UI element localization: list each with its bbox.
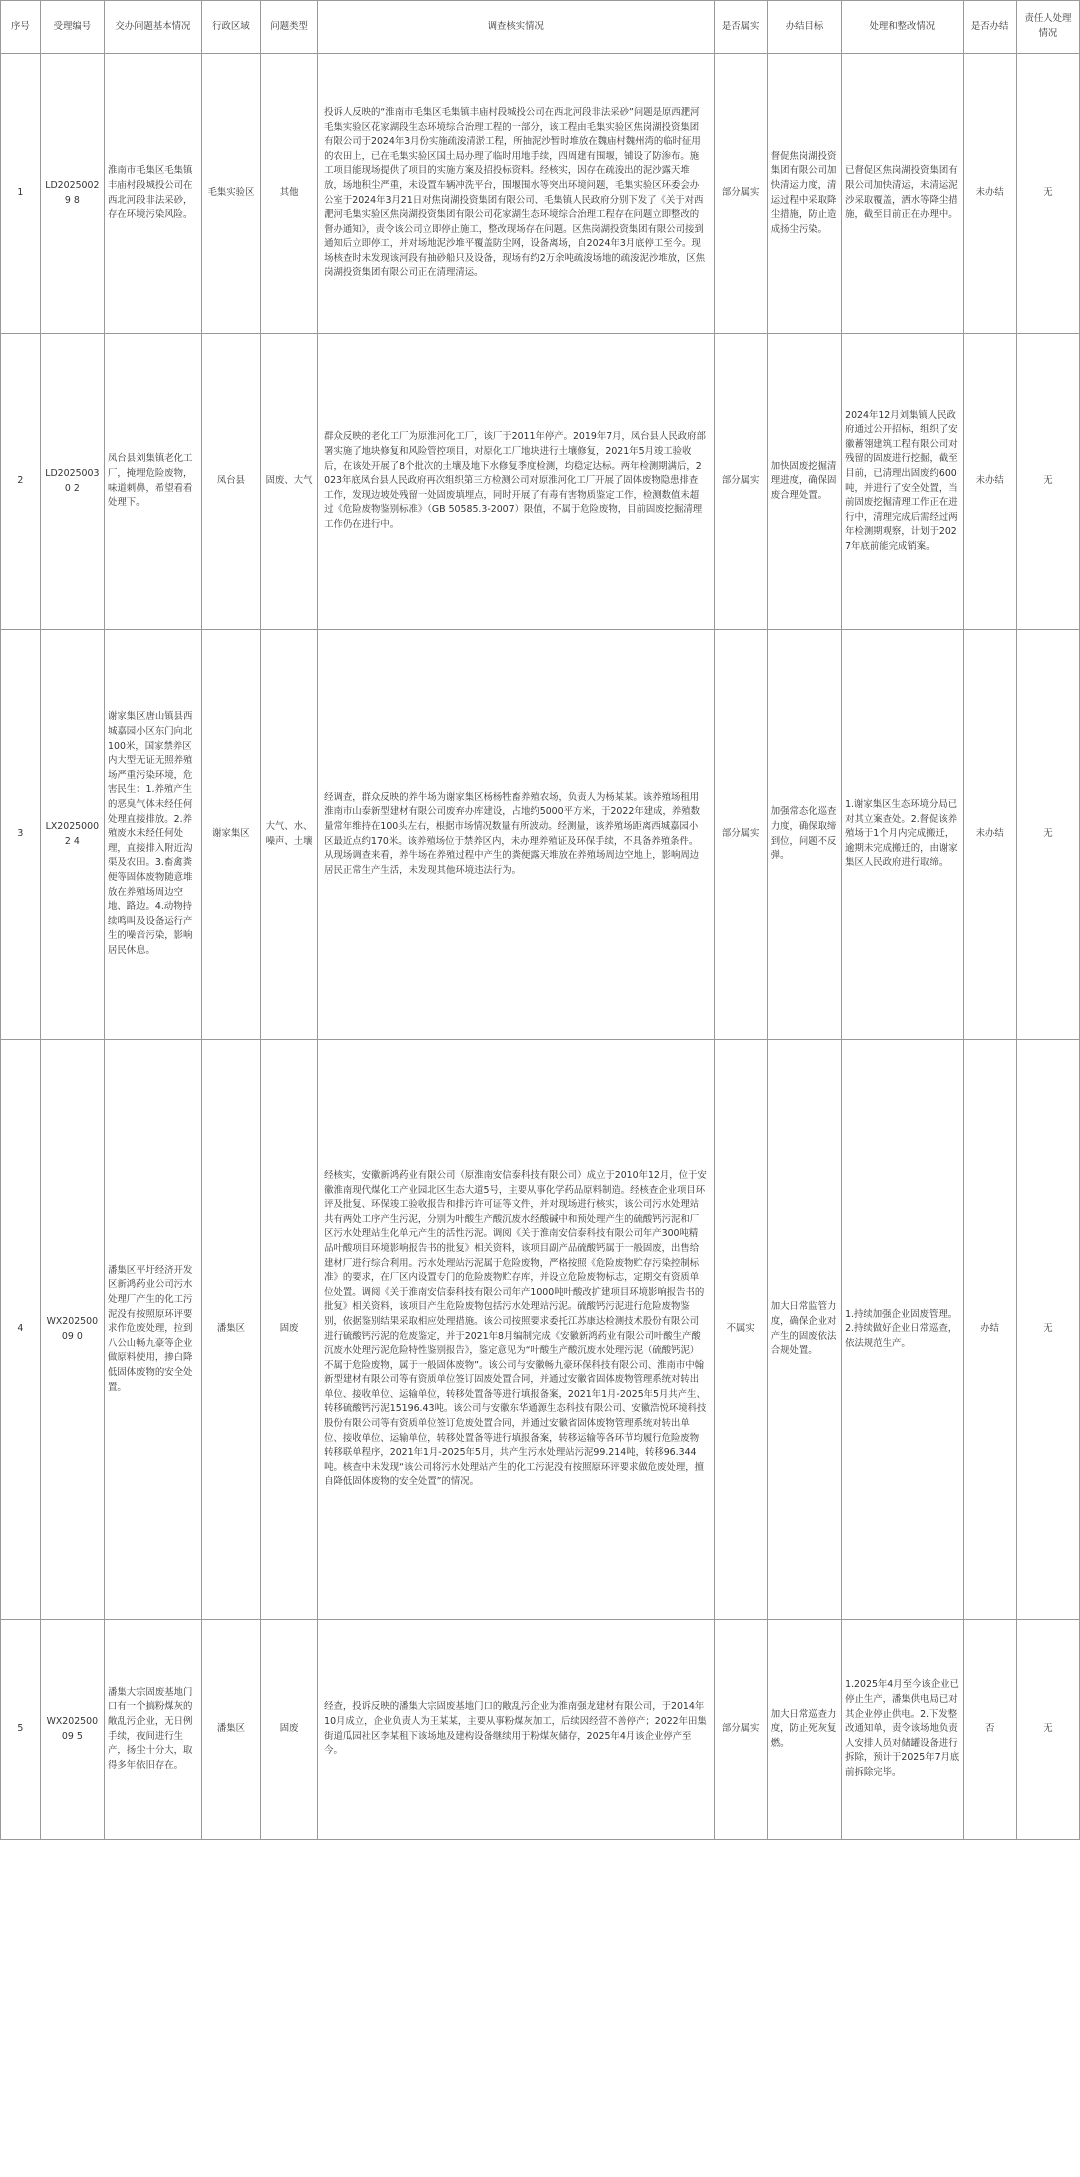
header-type: 问题类型 xyxy=(261,1,318,54)
cell-type: 固废、大气 xyxy=(261,334,318,630)
header-no: 受理编号 xyxy=(40,1,104,54)
cell-goal: 加大日常监管力度，确保企业对产生的固废依法合规处置。 xyxy=(767,1040,841,1620)
cell-district: 毛集实验区 xyxy=(201,54,260,334)
cell-type: 固废 xyxy=(261,1620,318,1840)
cell-seq: 1 xyxy=(1,54,41,334)
cell-handle: 已督促区焦岗湖投资集团有限公司加快清运，未清运泥沙采取覆盖，洒水等降尘措施，截至目前正在办理中。 xyxy=(842,54,963,334)
cell-seq: 2 xyxy=(1,334,41,630)
table-header-row xyxy=(1,1,1080,54)
cell-verify: 经调查，群众反映的养牛场为谢家集区杨杨牲畜养殖农场，负责人为杨某某。该养殖场租用淮南市山泰新型建材有限公司废弃办库建设，占地约5000平方米，于2022年建成，养殖数量常年维持在100头左右，根据市场情况数量有所波动。经测量，该养殖场距离西城嘉园小区最近点约170米。该养殖场位于禁养区内，未办理养殖证及环保手续，不具备养殖条件。从现场调查来看，养牛场在养殖过程中产生的粪便露天堆放在养殖场周边空地上，影响周边居民正常生产生活，未发现其他环境违法行为。 xyxy=(318,630,714,1040)
cell-goal: 加快固废挖掘清理进度，确保固废合理处置。 xyxy=(767,334,841,630)
cell-district: 潘集区 xyxy=(201,1620,260,1840)
table-row xyxy=(1,1040,1080,1620)
cell-basic: 淮南市毛集区毛集镇丰庙村段城投公司在西北河段非法采砂，存在环境污染风险。 xyxy=(105,54,202,334)
cell-closed: 否 xyxy=(963,1620,1016,1840)
cell-true: 部分属实 xyxy=(714,54,767,334)
cell-resp: 无 xyxy=(1016,1620,1079,1840)
header-resp: 责任人处理情况 xyxy=(1016,1,1079,54)
cell-type: 固废 xyxy=(261,1040,318,1620)
header-district: 行政区域 xyxy=(201,1,260,54)
table-row xyxy=(1,630,1080,1040)
cell-no: LX20250002 4 xyxy=(40,630,104,1040)
header-handle: 处理和整改情况 xyxy=(842,1,963,54)
cell-verify: 投诉人反映的“淮南市毛集区毛集镇丰庙村段城投公司在西北河段非法采砂”问题是原西淝河毛集实验区花家湖段生态环境综合治理工程的一部分，该工程由毛集实验区焦岗湖投资集团有限公司于2024年3月份实施疏浚清淤工程，所抽泥沙暂时堆放在魏庙村魏州湾的临时征用的农田上，已在毛集实验区国土局办理了临时用地手续，四周建有围堰，铺设了防渗布。施工项目能现场提供了项目的实施方案及招投标资料。经核实，因存在疏浚出的泥沙露天堆放，场地积尘严重，未设置车辆冲洗平台，围堰围水等突出环境问题，毛集实验区环委会办公室于2024年3月21日对焦岗湖投资集团有限公司、毛集镇人民政府分别下发了《关于对西淝河毛集实验区焦岗湖投资集团有限公司花家湖生态环境综合治理工程存在问题立即整改的督办通知》，责令该公司立即停止施工，整改现场存在问题。区焦岗湖投资集团有限公司接到通知后立即停工，并对场地泥沙堆平覆盖防尘网，设备离场，自2024年3月底停工至今。现场核查时未发现该河段有抽砂船只及设备，现场有约2万余吨疏浚场地的疏浚泥沙堆放，区焦岗湖投资集团有限公司正在清理清运。 xyxy=(318,54,714,334)
cell-handle: 2024年12月刘集镇人民政府通过公开招标，组织了安徽蓄翎建筑工程有限公司对残留的固废进行挖掘，截至目前，已清理出固废约600吨，并进行了安全处置，当前固废挖掘清理工作正在进行中，清理完成后需经过两年检测期观察，计划于2027年底前能完成销案。 xyxy=(842,334,963,630)
cell-resp: 无 xyxy=(1016,630,1079,1040)
cell-resp: 无 xyxy=(1016,54,1079,334)
header-seq: 序号 xyxy=(1,1,41,54)
header-basic: 交办问题基本情况 xyxy=(105,1,202,54)
cell-goal: 加大日常巡查力度，防止死灰复燃。 xyxy=(767,1620,841,1840)
cell-closed: 未办结 xyxy=(963,630,1016,1040)
cell-no: LD20250030 2 xyxy=(40,334,104,630)
cell-district: 谢家集区 xyxy=(201,630,260,1040)
cell-verify: 群众反映的老化工厂为原淮河化工厂，该厂于2011年停产。2019年7月，凤台县人民政府部署实施了地块修复和风险管控项目，对原化工厂地块进行土壤修复，2021年5月竣工验收后，在该处开展了8个批次的土壤及地下水修复季度检测，均稳定达标。两年检测期满后，2023年底凤台县人民政府再次组织第三方检测公司对原淮河化工厂开展了固体废物隐患排查工作，发现边坡处残留一处固废填埋点，同时开展了有毒有害物质鉴定工作，检测数值未超过《危险废物鉴别标准》（GB 50585.3-2007）限值，不属于危险废物，目前固废挖掘清理工作仍在进行中。 xyxy=(318,334,714,630)
header-closed: 是否办结 xyxy=(963,1,1016,54)
cell-handle: 1.谢家集区生态环境分局已对其立案查处。2.督促该养殖场于1个月内完成搬迁，逾期未完成搬迁的，由谢家集区人民政府进行取缔。 xyxy=(842,630,963,1040)
cell-district: 潘集区 xyxy=(201,1040,260,1620)
cell-true: 不属实 xyxy=(714,1040,767,1620)
cell-basic: 凤台县刘集镇老化工厂，掩埋危险废物，味道刺鼻，希望看看处理下。 xyxy=(105,334,202,630)
header-verify: 调查核实情况 xyxy=(318,1,714,54)
cell-no: WX20250009 5 xyxy=(40,1620,104,1840)
cell-goal: 加强常态化巡查力度，确保取缔到位，问题不反弹。 xyxy=(767,630,841,1040)
cell-type: 大气、水、噪声、土壤 xyxy=(261,630,318,1040)
cell-basic: 潘集大宗固废基地门口有一个搞粉煤灰的敞乱污企业，无日例手续，夜间进行生产，扬尘十分大，取得多年依旧存在。 xyxy=(105,1620,202,1840)
cell-basic: 谢家集区唐山镇县西城嘉园小区东门向北100米，国家禁养区内大型无证无照养殖场严重污染环境，危害民生：1.养殖产生的恶臭气体未经任何处理直接排放。2.养殖废水未经任何处理，直接排入附近沟渠及农田。3.畜禽粪便等固体废物随意堆放在养殖场周边空地、路边。4.动物持续鸣叫及设备运行产生的噪音污染，影响居民休息。 xyxy=(105,630,202,1040)
cell-goal: 督促焦岗湖投资集团有限公司加快清运力度，清运过程中采取降尘措施，防止造成扬尘污染。 xyxy=(767,54,841,334)
cell-seq: 5 xyxy=(1,1620,41,1840)
cell-type: 其他 xyxy=(261,54,318,334)
cell-seq: 4 xyxy=(1,1040,41,1620)
cell-no: WX20250009 0 xyxy=(40,1040,104,1620)
cell-closed: 办结 xyxy=(963,1040,1016,1620)
cell-verify: 经查，投诉反映的潘集大宗固废基地门口的敞乱污企业为淮南强龙建材有限公司，于2014年10月成立，企业负责人为王某某，主要从事粉煤灰加工，后续因经营不善停产；2022年田集街道瓜园社区李某租下该场地及建构设备继续用于粉煤灰储存，2025年4月该企业停产至今。 xyxy=(318,1620,714,1840)
cell-basic: 潘集区平圩经济开发区新鸿药业公司污水处理厂产生的化工污泥没有按照原环评要求作危废处理，拉到八公山畅九豪等企业做原料使用，掺白降低固体废物的安全处置。 xyxy=(105,1040,202,1620)
cell-verify: 经核实，安徽新鸿药业有限公司（原淮南安信泰科技有限公司）成立于2010年12月，位于安徽淮南现代煤化工产业园北区生态大道5号，主要从事化学药品原料制造。经核查企业项目环评及批复、环保竣工验收报告和排污许可证等文件，并对现场进行核实，该公司污水处理站共有两处工序产生污泥，分别为叶酸生产酸沉废水经酸碱中和预处理产生的硫酸钙污泥和厂区污水处理站生化单元产生的活性污泥。调阅《关于淮南安信泰科技有限公司年产300吨精品叶酸项目环境影响报告书的批复》相关资料，该项目副产品硫酸钙属于一般固废，出售给建材厂进行综合利用。污水处理站污泥属于危险废物，严格按照《危险废物贮存污染控制标准》的要求，在厂区内设置专门的危险废物贮存库，并设立危险废物标志，定期交有资质单位处置。调阅《关于淮南安信泰科技有限公司年产1000吨叶酸改扩建项目环境影响报告书的批复》相关资料，该项目产生危险废物包括污水处理站污泥。硫酸钙污泥进行危险废物鉴别，依据鉴别结果采取相应处理措施。该公司按照要求委托江苏康达检测技术股份有限公司进行硫酸钙污泥的危废鉴定，并于2021年8月编制完成《安徽新鸿药业有限公司叶酸生产酸沉废水处理污泥危险特性鉴别报告》，鉴定意见为“叶酸生产酸沉废水处理污泥（硫酸钙泥）不属于危险废物，属于一般固体废物”。该公司与安徽畅九豪环保科技有限公司、淮南市中翰新型建材有限公司等有资质单位签订固废处置合同，并通过安徽省固体废物管理系统对转出单位、接收单位、运输单位，转移处置备等进行填报备案，2021年1月-2025年5月共产生、转移硫酸钙污泥15196.43吨。该公司与安徽东华通源生态科技有限公司、安徽浩悦环境科技股份有限公司等有资质单位签订危废处置合同，并通过安徽省固体废物管理系统对转出单位、接收单位、运输单位，转移处置备等进行填报备案，转移运输等各环节均履行危险废物转移联单程序，2021年1月-2025年5月，共产生污水处理站污泥99.214吨，转移96.344吨。核查中未发现“该公司将污水处理站产生的化工污泥没有按照原环评要求做危废处理，擅自降低固体废物的安全处置”的情况。 xyxy=(318,1040,714,1620)
table-row xyxy=(1,1620,1080,1840)
header-goal: 办结目标 xyxy=(767,1,841,54)
header-true: 是否属实 xyxy=(714,1,767,54)
cell-no: LD20250029 8 xyxy=(40,54,104,334)
cell-true: 部分属实 xyxy=(714,334,767,630)
table-row xyxy=(1,54,1080,334)
cell-handle: 1.2025年4月至今该企业已停止生产，潘集供电局已对其企业停止供电。2.下发整改通知单，责令该场地负责人安排人员对储罐设备进行拆除，预计于2025年7月底前拆除完毕。 xyxy=(842,1620,963,1840)
cell-resp: 无 xyxy=(1016,334,1079,630)
cell-district: 凤台县 xyxy=(201,334,260,630)
cell-true: 部分属实 xyxy=(714,1620,767,1840)
cell-closed: 未办结 xyxy=(963,334,1016,630)
cell-resp: 无 xyxy=(1016,1040,1079,1620)
cell-handle: 1.持续加强企业固废管理。2.持续做好企业日常巡查，依法规范生产。 xyxy=(842,1040,963,1620)
cell-closed: 未办结 xyxy=(963,54,1016,334)
table-row xyxy=(1,334,1080,630)
cell-true: 部分属实 xyxy=(714,630,767,1040)
cell-seq: 3 xyxy=(1,630,41,1040)
